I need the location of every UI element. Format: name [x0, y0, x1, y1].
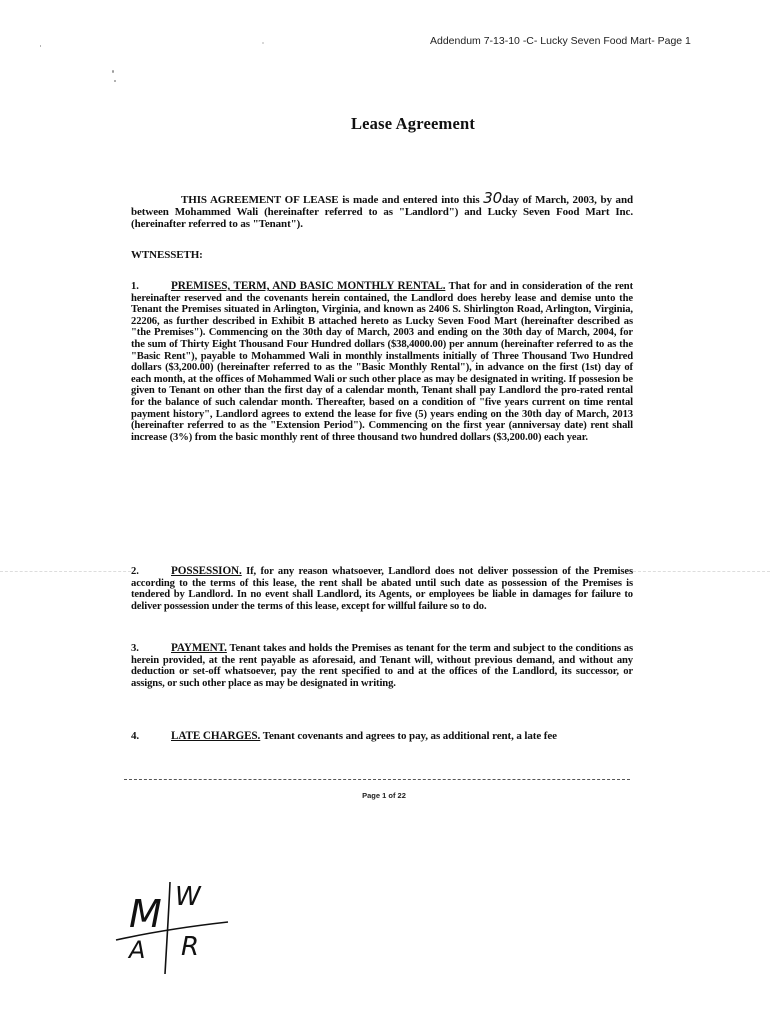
scan-speck	[40, 45, 41, 47]
header-stamp: Addendum 7-13-10 -C- Lucky Seven Food Mart- Page 1	[430, 35, 691, 47]
witnesseth-label: WTNESSETH:	[131, 249, 203, 261]
footer-divider	[124, 779, 630, 780]
scan-speck	[262, 42, 264, 44]
section-number: 3.	[131, 643, 139, 654]
section-text: Tenant covenants and agrees to pay, as additional rent, a late fee	[262, 730, 557, 742]
scan-line-left	[0, 571, 131, 572]
section-4	[131, 731, 633, 743]
section-heading: LATE CHARGES.	[171, 730, 261, 742]
scan-speck	[112, 70, 114, 73]
initial-top-left: M	[129, 892, 162, 936]
section-2	[131, 566, 633, 612]
initials-vertical-stroke	[165, 882, 170, 974]
initial-bottom-left: A	[129, 936, 146, 964]
document-title: Lease Agreement	[350, 114, 476, 133]
section-1	[131, 281, 633, 443]
section-text: That for and in consideration of the rent hereinafter reserved and the covenants herein contained, the Landlord does hereby lease and demise unto the Tenant the Premises situated in Arlington, Virginia, and known as 2406 S. Shirlington Road, Arlington, Virginia, 22206, as further described in Exhibit B attached hereto as Lucky Seven Food Mart (hereinafter described as "the Premises"). Commencing on the 30th day of March, 2003 and ending on the 30th day of March, 2004, for the sum of Thirty Eight Thousand Four Hundred dollars ($38,4000.00) per annum (hereinafter referred to as the "Basic Rent"), payable to Mohammed Wali in monthly installments initially of Three Thousand Two Hundred dollars ($3,200.00) (hereinafter referred to as the "Basic Monthly Rental"), in advance on the first (1st) day of each month, at the offices of Mohammed Wali or such other place as may be designated in writing. If possesion be given to Tenant on other than the first day of a calendar month, Tenant shall pay Landlord the pro-rated rental for the balance of such calendar month. Thereafter, based on a condition of "five years current on time rental payment history", Landlord agrees to extend the lease for five (5) years ending on the 30th day of March, 2013 (hereinafter referred to as the "Extension Period"). Commencing on the first year (anniversay date) rent shall increase (3%) from the basic monthly rent of three thousand two hundred dollars ($3,200.00) each year.	[131, 281, 634, 443]
section-number: 1.	[131, 281, 139, 292]
section-text: If, for any reason whatsoever, Landlord does not deliver possession of the Premises according to the terms of this lease, the rent shall be abated until such date as possession of the Premises is tendered by Landlord. In no event shall Landlord, its Agents, or employees be liable in damages for failure to deliver possession under the terms of this lease, except for willful failure so to do.	[131, 566, 633, 612]
section-number: 2.	[131, 566, 139, 577]
section-heading: PAYMENT.	[171, 642, 227, 654]
handwritten-initials	[112, 878, 232, 978]
section-number: 4.	[131, 730, 140, 742]
section-text: Tenant takes and holds the Premises as tenant for the term and subject to the conditions as herein provided, at the rent payable as aforesaid, and Tenant will, without previous demand, and without any deduction or set-off whatsoever, pay the rent specified to and at the offices of the Landlord, its successor, or assigns, or such other place as may be designated in writing.	[131, 643, 633, 689]
page-number: Page 1 of 22	[362, 791, 406, 800]
initial-bottom-right: R	[181, 932, 200, 962]
initial-top-right: W	[175, 882, 201, 912]
section-3	[131, 643, 633, 689]
handwritten-day: 30	[483, 189, 503, 207]
intro-paragraph: THIS AGREEMENT OF LEASE is made and entered into this 30day of March, 2003, by and between Mohammed Wali (hereinafter referred to as "Landlord") and Lucky Seven Food Mart Inc. (hereinafter referred to as "Tenant").	[131, 189, 633, 231]
section-heading: PREMISES, TERM, AND BASIC MONTHLY RENTAL.	[171, 280, 446, 292]
scan-line-right	[633, 571, 770, 572]
scan-speck	[114, 80, 116, 82]
section-heading: POSSESSION.	[171, 565, 242, 577]
